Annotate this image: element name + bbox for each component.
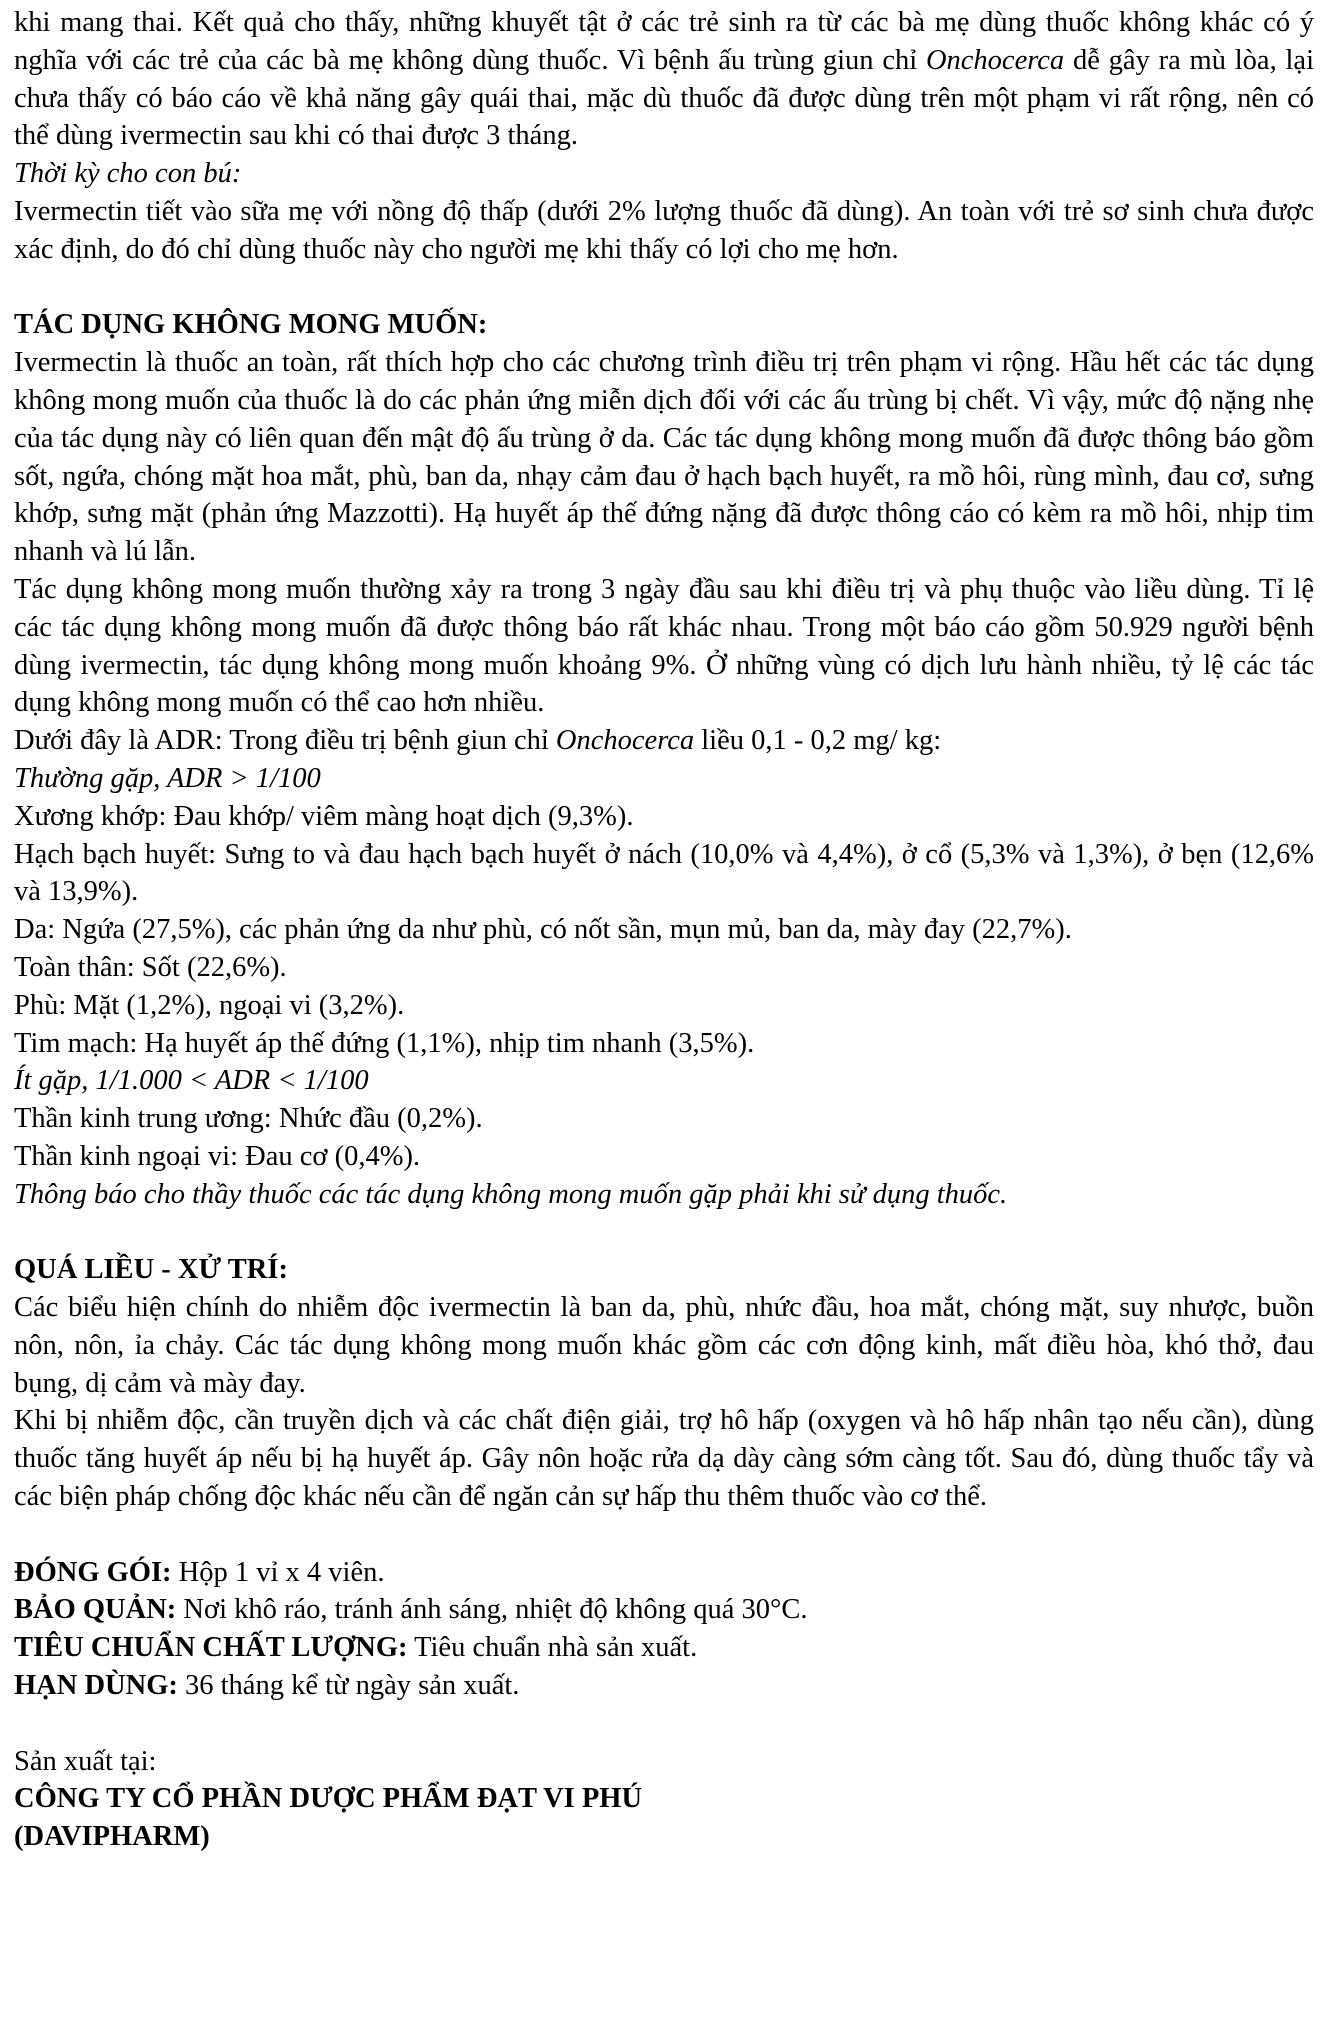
info-label: ĐÓNG GÓI: (14, 1556, 172, 1588)
text-run: Dưới đây là ADR: Trong điều trị bệnh giun chỉ (14, 725, 556, 757)
italic-term: Onchocerca (555, 725, 695, 757)
italic-term: Onchocerca (925, 44, 1065, 76)
adr-notice: Thông báo cho thầy thuốc các tác dụng không mong muốn gặp phải khi sử dụng thuốc. (14, 1178, 1008, 1210)
manufacturer-short-name: (DAVIPHARM) (14, 1821, 210, 1853)
info-label: HẠN DÙNG: (14, 1670, 178, 1702)
adverse-heading: TÁC DỤNG KHÔNG MONG MUỐN: (14, 309, 488, 341)
common-adr-item: Xương khớp: Đau khớp/ viêm màng hoạt dịch (9,3%). (14, 800, 634, 832)
overdose-paragraph-1: Các biểu hiện chính do nhiễm độc ivermectin là ban da, phù, nhức đầu, hoa mắt, chóng mặt, suy nhược, buồn nôn, nôn, ỉa chảy. Các tác dụng không mong muốn khác gồm các cơn động kinh, mất điều hòa, khó thở, đau bụng, dị cảm và mày đay. (14, 1292, 1314, 1399)
common-adr-item: Da: Ngứa (27,5%), các phản ứng da như phù, có nốt sần, mụn mủ, ban da, mày đay (22,7%). (14, 914, 1072, 946)
info-value: 36 tháng kể từ ngày sản xuất. (177, 1670, 520, 1702)
manufacturer-name: CÔNG TY CỔ PHẦN DƯỢC PHẨM ĐẠT VI PHÚ (14, 1783, 643, 1815)
text-run: liều 0,1 - 0,2 mg/ kg: (694, 725, 942, 757)
info-label: TIÊU CHUẨN CHẤT LƯỢNG: (14, 1632, 408, 1664)
document-page (14, 4, 1314, 1856)
section-gap (14, 1705, 1314, 1743)
lactation-paragraph: Ivermectin tiết vào sữa mẹ với nồng độ thấp (dưới 2% lượng thuốc đã dùng). An toàn với trẻ sơ sinh chưa được xác định, do đó chỉ dùng thuốc này cho người mẹ khi thấy có lợi cho mẹ hơn. (14, 195, 1314, 265)
section-gap (14, 1214, 1314, 1252)
info-value: Hộp 1 vỉ x 4 viên. (171, 1556, 385, 1588)
common-adr-item: Tim mạch: Hạ huyết áp thế đứng (1,1%), nhịp tim nhanh (3,5%). (14, 1027, 755, 1059)
common-adr-title: Thường gặp, ADR > 1/100 (14, 762, 321, 794)
rare-adr-item: Thần kinh trung ương: Nhức đầu (0,2%). (14, 1103, 483, 1135)
section-gap (14, 1516, 1314, 1554)
rare-adr-title: Ít gặp, 1/1.000 < ADR < 1/100 (14, 1065, 369, 1097)
info-packaging (14, 1554, 1314, 1592)
info-value: Tiêu chuẩn nhà sản xuất. (407, 1632, 698, 1664)
lactation-title: Thời kỳ cho con bú: (14, 158, 242, 190)
adverse-paragraph-2: Tác dụng không mong muốn thường xảy ra trong 3 ngày đầu sau khi điều trị và phụ thuộc vào liều dùng. Tỉ lệ các tác dụng không mong muốn đã được thông báo rất khác nhau. Trong một báo cáo gồm 50.929 người bệnh dùng ivermectin, tác dụng không mong muốn khoảng 9%. Ở những vùng có dịch lưu hành nhiều, tỷ lệ các tác dụng không mong muốn có thể cao hơn nhiều. (14, 573, 1314, 719)
section-gap (14, 269, 1314, 307)
overdose-paragraph-2: Khi bị nhiễm độc, cần truyền dịch và các chất điện giải, trợ hô hấp (oxygen và hô hấp nhân tạo nếu cần), dùng thuốc tăng huyết áp nếu bị hạ huyết áp. Gây nôn hoặc rửa dạ dày càng sớm càng tốt. Sau đó, dùng thuốc tẩy và các biện pháp chống độc khác nếu cần để ngăn cản sự hấp thu thêm thuốc vào cơ thể. (14, 1405, 1314, 1513)
adr-intro (14, 722, 1314, 760)
common-adr-item: Toàn thân: Sốt (22,6%). (14, 951, 287, 983)
info-label: BẢO QUẢN: (14, 1594, 177, 1626)
overdose-heading: QUÁ LIỀU - XỬ TRÍ: (14, 1254, 288, 1286)
adverse-paragraph-1: Ivermectin là thuốc an toàn, rất thích hợp cho các chương trình điều trị trên phạm vi rộng. Hầu hết các tác dụng không mong muốn của thuốc là do các phản ứng miễn dịch đối với các ấu trùng bị chết. Vì vậy, mức độ nặng nhẹ của tác dụng này có liên quan đến mật độ ấu trùng ở da. Các tác dụng không mong muốn đã được thông báo gồm sốt, ngứa, chóng mặt hoa mắt, phù, ban da, nhạy cảm đau ở hạch bạch huyết, ra mồ hôi, rùng mình, đau cơ, sưng khớp, sưng mặt (phản ứng Mazzotti). Hạ huyết áp thế đứng nặng đã được thông cáo có kèm ra mồ hôi, nhịp tim nhanh và lú lẫn. (14, 347, 1314, 568)
info-quality-standard (14, 1629, 1314, 1667)
common-adr-item: Phù: Mặt (1,2%), ngoại vi (3,2%). (14, 989, 405, 1021)
info-storage (14, 1591, 1314, 1629)
text-run: dễ gây ra mù lòa, lại chưa thấy có báo cáo về khả năng gây quái thai, mặc dù thuốc đã được dùng trên một phạm vi rất rộng, nên có thể dùng ivermectin sau khi có thai được 3 tháng. (14, 44, 1314, 152)
rare-adr-item: Thần kinh ngoại vi: Đau cơ (0,4%). (14, 1140, 421, 1172)
pregnancy-paragraph (14, 4, 1314, 155)
info-value: Nơi khô ráo, tránh ánh sáng, nhiệt độ không quá 30°C. (176, 1594, 808, 1626)
manufacturer-label: Sản xuất tại: (14, 1745, 157, 1777)
info-expiry (14, 1667, 1314, 1705)
common-adr-item: Hạch bạch huyết: Sưng to và đau hạch bạch huyết ở nách (10,0% và 4,4%), ở cổ (5,3% và 1,3%), ở bẹn (12,6% và 13,9%). (14, 838, 1314, 908)
text-run: khi mang thai. Kết quả cho thấy, những khuyết tật ở các trẻ sinh ra từ các bà mẹ dùng thuốc không khác có ý nghĩa với các trẻ của các bà mẹ không dùng thuốc. Vì bệnh ấu trùng giun chỉ (14, 7, 1314, 76)
